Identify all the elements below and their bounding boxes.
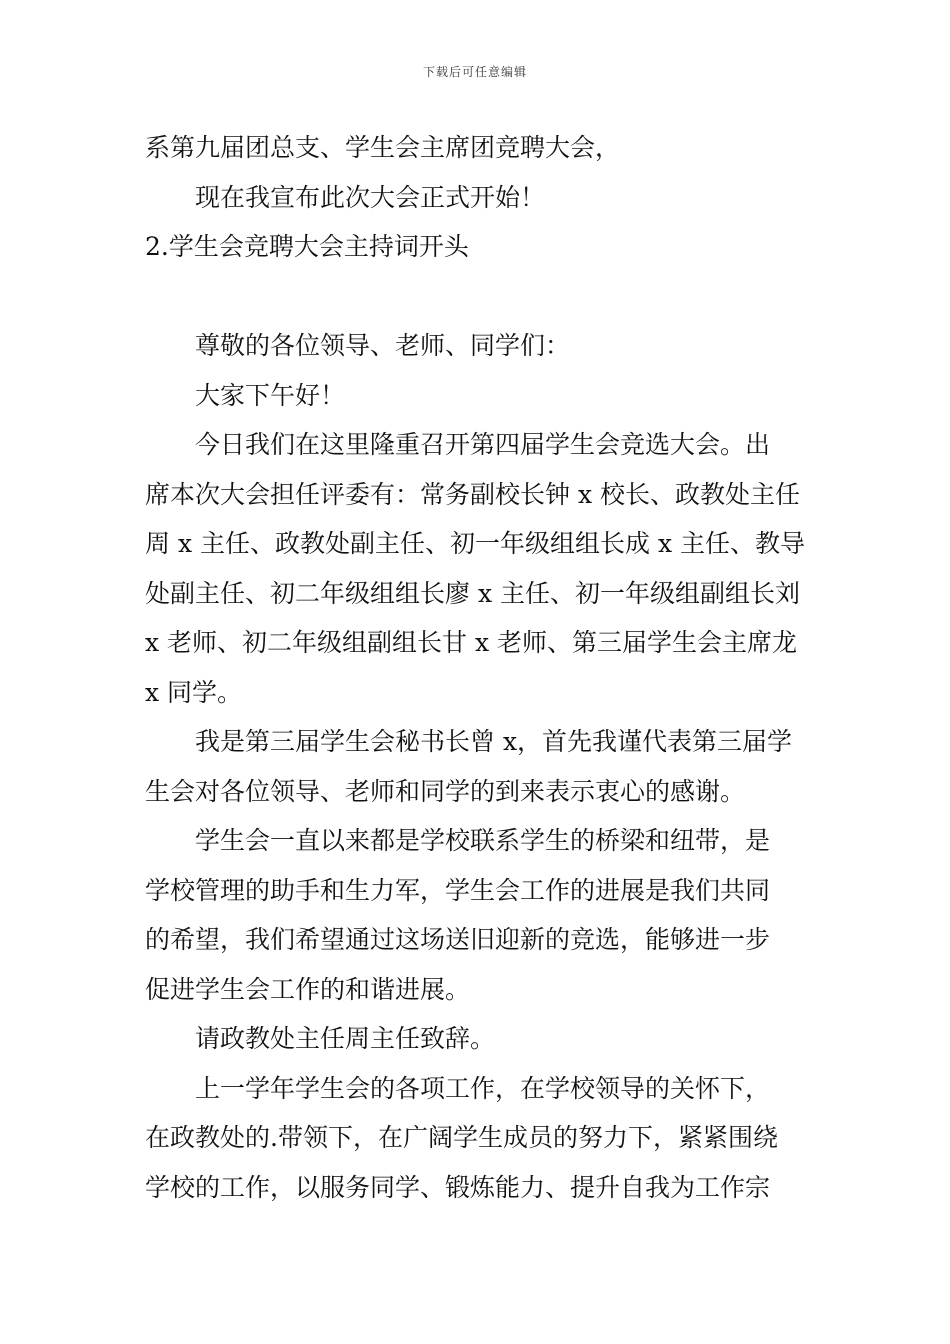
text-line: 处副主任、初二年级组组长廖 x 主任、初一年级组副组长刘 [145,578,800,608]
text-line: 大家下午好！ [195,380,346,410]
text-line: 生会对各位领导、老师和同学的到来表示衷心的感谢。 [145,776,746,806]
text-line: 促进学生会工作的和谐进展。 [145,974,471,1004]
text-line: 学校的工作，以服务同学、锻炼能力、提升自我为工作宗 [145,1172,771,1202]
blank-line [145,272,810,322]
text-line: 学生会一直以来都是学校联系学生的桥梁和纽带，是 [195,826,771,855]
document-body [145,123,810,1212]
section-heading: 2.学生会竞聘大会主持词开头 [145,232,469,261]
text-line: 席本次大会担任评委有：常务副校长钟 x 校长、政教处主任 [145,479,800,509]
text-line: 的希望，我们希望通过这场送旧迎新的竞选，能够进一步 [145,925,771,954]
text-line: 周 x 主任、政教处副主任、初一年级组组长成 x 主任、教导 [145,529,805,558]
text-line: 系第九届团总支、学生会主席团竞聘大会， [145,133,621,162]
text-line: 上一学年学生会的各项工作，在学校领导的关怀下， [195,1073,771,1103]
text-line: 请政教处主任周主任致辞。 [195,1024,496,1053]
text-line: x 老师、初二年级组副组长甘 x 老师、第三届学生会主席龙 [145,628,798,657]
text-line: 在政教处的.带领下，在广阔学生成员的努力下，紧紧围绕 [145,1123,778,1152]
text-line: 尊敬的各位领导、老师、同学们： [195,331,571,360]
text-line: 学校管理的助手和生力军，学生会工作的进展是我们共同 [145,875,771,905]
text-line: 现在我宣布此次大会正式开始！ [195,182,546,212]
text-line: x 同学。 [145,677,243,707]
page-header: 下载后可任意编辑 [422,65,527,79]
text-line: 我是第三届学生会秘书长曾 x，首先我谨代表第三届学 [195,727,793,756]
text-line: 今日我们在这里隆重召开第四届学生会竞选大会。出 [195,430,771,459]
